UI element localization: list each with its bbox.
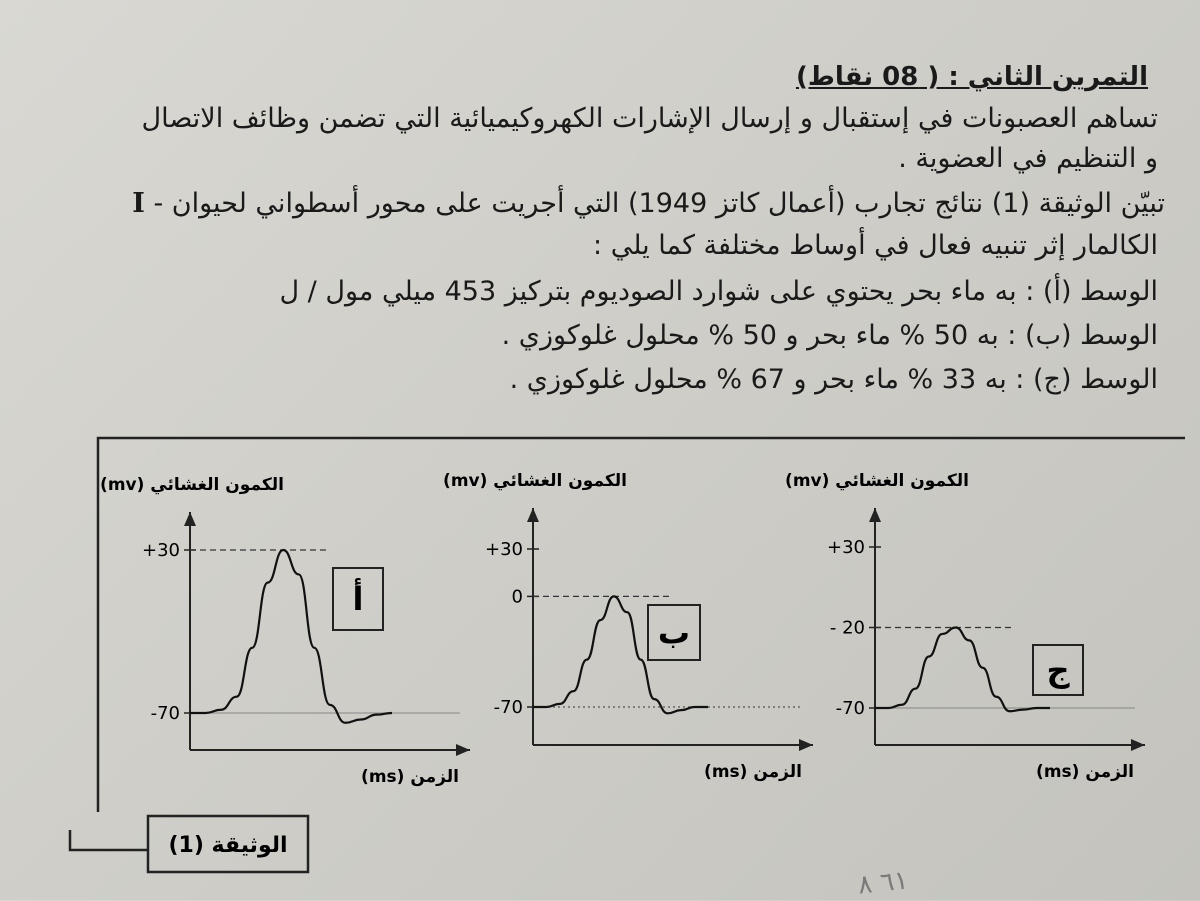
panel-1-y-arrow	[184, 512, 196, 526]
panel-3-x-arrow	[1131, 739, 1145, 751]
document-caption: الوثيقة (1)	[168, 833, 288, 858]
panel-1-potential-curve	[190, 550, 392, 723]
panel-3-label: ج	[1046, 651, 1070, 689]
part-one-text: - تبيّن الوثيقة (1) نتائج تجارب (أعمال كاتز 1949) التي أجريت على محور أسطواني لحيوان	[153, 188, 1165, 219]
medium-b-text: الوسط (ب) : به 50 % ماء بحر و 50 % محلول غلوكوزي .	[501, 320, 1158, 351]
panel-1-tick-label-1: -70	[150, 703, 180, 724]
panel-1-y-label: الكمون الغشائي (mv)	[100, 475, 284, 495]
panel-2-tick-label-1: 0	[511, 586, 523, 608]
panel-2-x-arrow	[799, 739, 813, 751]
panel-2-tick-label-0: +30	[485, 539, 523, 560]
handwritten-mark: ٦١ ٨	[856, 865, 910, 901]
panel-2-y-arrow	[527, 508, 539, 522]
exercise-heading: التمرين الثاني : ( 08 نقاط)	[795, 62, 1148, 92]
part-marker: I	[132, 188, 145, 219]
panel-3-tick-label-1: - 20	[829, 617, 865, 639]
intro-line-2: و التنظيم في العضوية .	[898, 143, 1158, 174]
medium-a-text: الوسط (أ) : به ماء بحر يحتوي على شوارد الصوديوم بتركيز 453 ميلي مول / ل	[279, 276, 1158, 307]
panel-1-x-label: الزمن (ms)	[361, 767, 459, 787]
panel-3-y-arrow	[869, 508, 881, 522]
panel-2-x-label: الزمن (ms)	[704, 762, 802, 782]
intro-line-1: تساهم العصبونات في إستقبال و إرسال الإشارات الكهروكيميائية التي تضمن وظائف الاتصال	[141, 103, 1158, 134]
panel-2-y-label: الكمون الغشائي (mv)	[443, 471, 627, 491]
panel-3-tick-label-0: +30	[827, 537, 865, 558]
panel-1-x-arrow	[456, 744, 470, 756]
panel-2-label: ب	[657, 613, 691, 652]
medium-c-text: الوسط (ج) : به 33 % ماء بحر و 67 % محلول غلوكوزي .	[509, 364, 1158, 395]
panel-2-tick-label-2: -70	[493, 697, 523, 718]
document-frame-bottom	[70, 830, 148, 850]
panel-1-tick-label-0: +30	[142, 540, 180, 561]
part-one-line-2: الكالمار إثر تنبيه فعال في أوساط مختلفة كما يلي :	[593, 230, 1158, 261]
panel-3-x-label: الزمن (ms)	[1036, 762, 1134, 782]
panel-3-potential-curve	[875, 628, 1050, 712]
panel-3-y-label: الكمون الغشائي (mv)	[785, 471, 969, 491]
panel-3-tick-label-2: -70	[835, 698, 865, 719]
panel-1-label: أ	[352, 580, 364, 618]
